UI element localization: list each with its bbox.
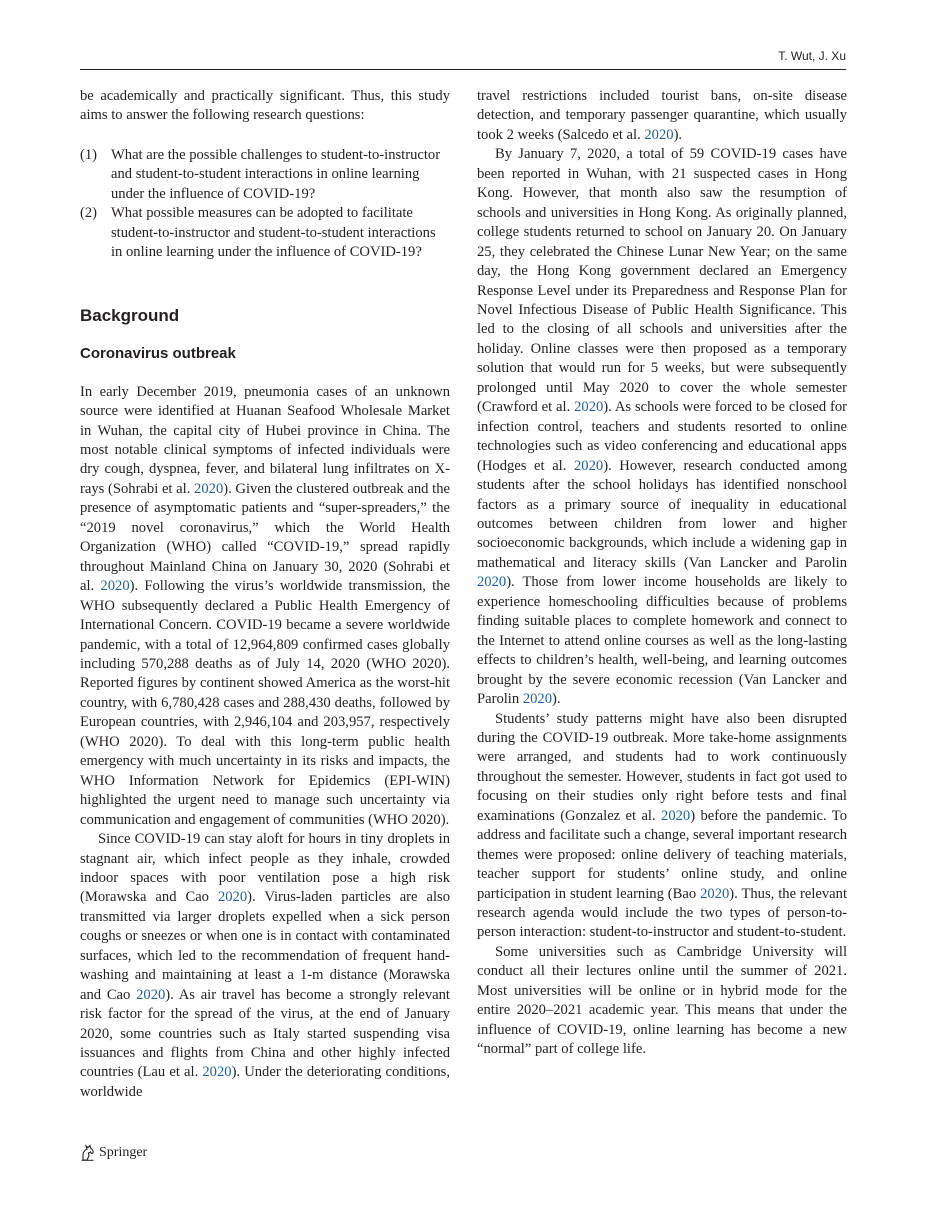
running-head-authors: T. Wut, J. Xu [778,49,846,63]
citation-link[interactable]: 2020 [700,885,730,902]
left-column [80,87,450,1102]
research-questions-list [80,146,450,263]
question-number: (2) [80,205,98,222]
citation-link[interactable]: 2020 [477,574,507,591]
question-text: What are the possible challenges to student-to-instructor and student-to-student interactions in online learning under the influence of COVID-19? [111,146,441,202]
body-paragraph: Some universities such as Cambridge University will conduct all their lectures online until the summer of 2021. Most universities will be online or in hybrid mode for the entire 2020–2021 academic year. This means that under the influence of COVID-19, online learning has become a new “normal” part of college life. [477,943,847,1058]
citation-link[interactable]: 2020 [202,1064,232,1081]
citation-link[interactable]: 2020 [661,807,691,824]
research-question-1 [80,146,450,204]
springer-horse-icon [80,1144,95,1161]
body-paragraph: In early December 2019, pneumonia cases of an unknown source were identified at Huanan Seafood Wholesale Market in Wuhan, the capital city of Hubei province in China. The most notable clinical symptoms of infected individuals were dry cough, dyspnea, fever, and bilateral lung infiltrates on X-rays (Sohrabi et al. 2020). Given the clustered outbreak and the presence of asymptomatic patients and “super-spreaders,” the “2019 novel coronavirus,” which the World Health Organization (WHO) called “COVID-19,” spread rapidly throughout Mainland China on January 30, 2020 (Sohrabi et al. 2020). Following the virus’s worldwide transmission, the WHO subsequently declared a Public Health Emergency of International Concern. COVID-19 became a severe worldwide pandemic, with a total of 12,964,809 confirmed cases globally including 570,288 deaths as of July 14, 2020 (WHO 2020). Reported figures by continent showed America as the worst-hit country, with 6,780,428 cases and 288,430 deaths, followed by European countries, with 2,946,104 and 203,957, respectively (WHO 2020). To deal with this long-term public health emergency with much uncertainty in its risks and impacts, the WHO Information Network for Epidemics (EPI-WIN) highlighted the urgent need to manage such uncertainty via communication and engagement of communities (WHO 2020). [80,383,450,828]
citation-link[interactable]: 2020 [574,399,604,416]
citation-link[interactable]: 2020 [217,889,248,906]
citation-link[interactable]: 2020 [644,126,674,143]
citation-link[interactable]: 2020 [522,691,552,708]
body-paragraph: Students’ study patterns might have also been disrupted during the COVID-19 outbreak. More take-home assignments were arranged, and students had to work continuously throughout the semester. However, students in fact got used to focusing on their studies only right before tests and final examinations (Gonzalez et al. 2020) before the pandemic. To address and facilitate such a change, several important research themes were proposed: online delivery of teaching materials, teacher support for students’ online study, and online participation in student learning (Bao 2020). Thus, the relevant research agenda would include the two types of person-to-person interaction: student-to-instructor and student-to-student. [477,710,847,941]
intro-paragraph: be academically and practically significant. Thus, this study aims to answer the following research questions: [80,88,450,124]
right-column [477,87,847,1060]
question-number: (1) [80,146,98,163]
subsection-title-coronavirus-outbreak: Coronavirus outbreak [80,344,236,362]
citation-link[interactable]: 2020 [194,480,224,497]
section-title-background: Background [80,305,180,325]
header-rule [80,69,846,70]
citation-link[interactable]: 2020 [574,457,604,474]
body-paragraph: By January 7, 2020, a total of 59 COVID-19 cases have been reported in Wuhan, with 21 suspected cases in Hong Kong. However, that month also saw the resumption of schools and universities in Hong Kong. As originally planned, college students returned to school on January 20. On January 25, they celebrated the Chinese Lunar New Year; on the same day, the Hong Kong government declared an Emergency Response Level under its Preparedness and Response Plan for Novel Infectious Disease of Public Health Significance. This led to the closing of all schools and universities after the holiday. Online classes were then proposed as a temporary solution that would run for 5 weeks, but were subsequently prolonged until May 2020 to cover the whole semester (Crawford et al. 2020). As schools were forced to be closed for infection control, teachers and students resorted to online technologies such as video conferencing and educational apps (Hodges et al. 2020). However, research conducted among students after the school holidays has identified nonschool factors as a primary source of inequality in educational outcomes between children from lower and higher socioeconomic backgrounds, which include a widening gap in mathematical and literacy skills (Van Lancker and Parolin 2020). Those from lower income households are likely to experience homeschooling difficulties because of problems finding suitable places to complete homework and connect to the Internet to attend online courses as well as the long-lasting effects to children’s health, well-being, and learning outcomes brought by the severe economic recession (Van Lancker and Parolin 2020). [477,146,847,708]
citation-link[interactable]: 2020 [136,986,166,1003]
body-paragraph: travel restrictions included tourist bans, on-site disease detection, and temporary passenger quarantine, which usually took 2 weeks (Salcedo et al. 2020). [477,88,847,143]
page-footer [80,1144,147,1161]
body-paragraph: Since COVID-19 can stay aloft for hours in tiny droplets in stagnant air, which infect people as they inhale, crowded indoor spaces with poor ventilation pose a high risk (Morawska and Cao 2020). Virus-laden particles are also transmitted via larger droplets expelled when a sick person coughs or sneezes or when one is in contact with contaminated surfaces, which led to the recommendation of frequent hand-washing and maintaining at least a 1-m distance (Morawska and Cao 2020). As air travel has become a strongly relevant risk factor for the spread of the virus, at the end of January 2020, some countries such as Italy started suspending visa issuances and flights from China and other highly infected countries (Lau et al. 2020). Under the deteriorating conditions, worldwide [80,831,450,1100]
research-question-2 [80,204,450,262]
publisher-name: Springer [99,1144,148,1160]
question-text: What possible measures can be adopted to facilitate student-to-instructor and student-to-student interactions in online learning under the influence of COVID-19? [111,205,436,261]
citation-link[interactable]: 2020 [100,578,130,595]
